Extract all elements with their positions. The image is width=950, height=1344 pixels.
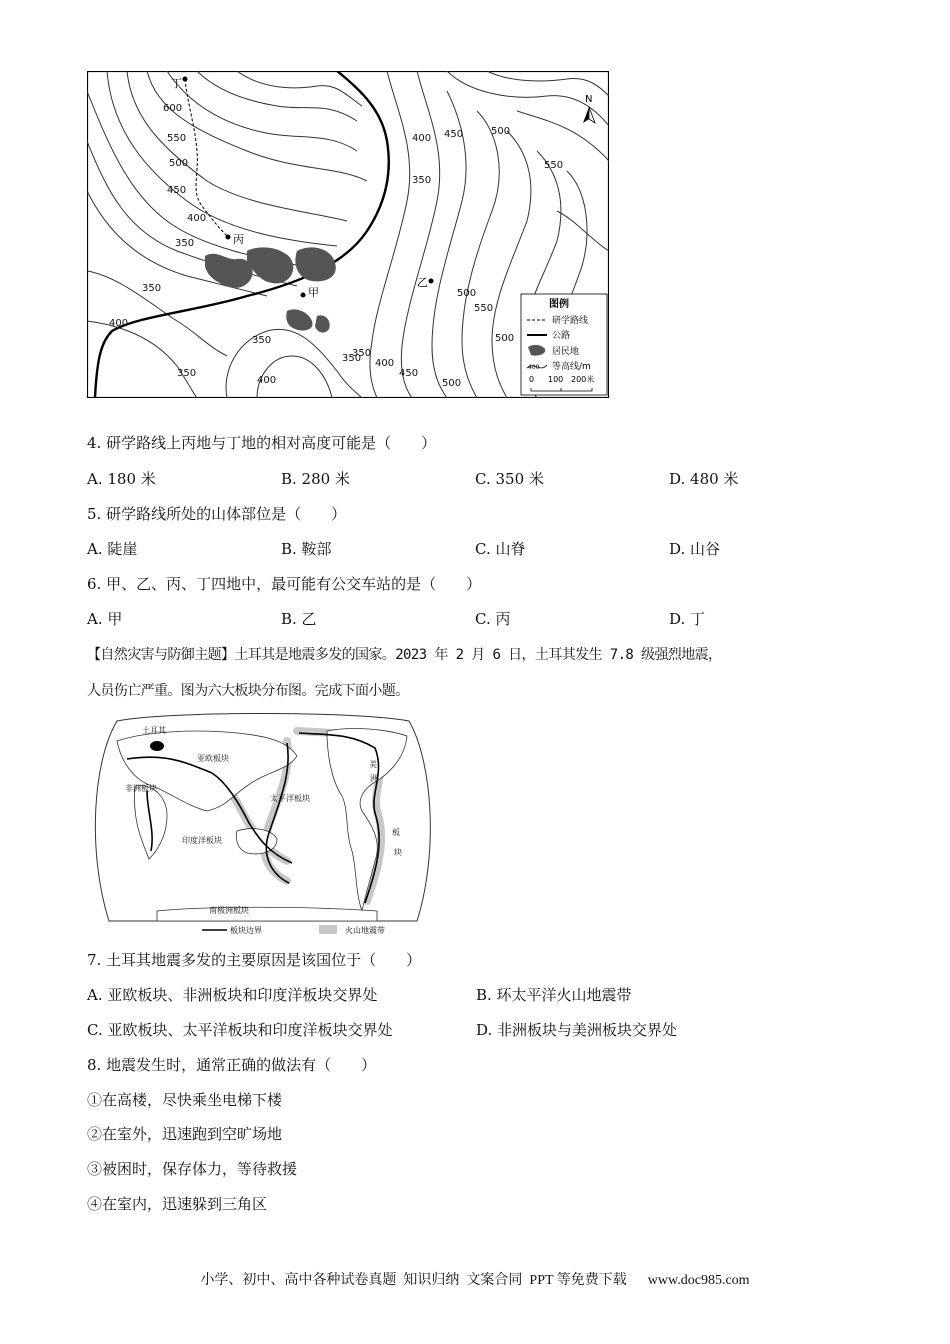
contour-label: 350: [177, 368, 197, 379]
label-pacific: 太平洋板块: [270, 794, 310, 803]
page-footer: 小学、初中、高中各种试卷真题 知识归纳 文案合同 PPT 等免费下载 www.doc985.com: [200, 1273, 750, 1288]
question-4-stem: 4. 研学路线上丙地与丁地的相对高度可能是（ ）: [87, 434, 437, 452]
contour-label: 500: [169, 158, 189, 169]
place-ding: 丁: [171, 77, 182, 90]
legend-road: 公路: [552, 331, 571, 341]
question-8-item-3: ③被困时，保存体力，等待救援: [87, 1160, 298, 1178]
label-eurasia: 亚欧板块: [197, 754, 229, 763]
contour-label: 550: [544, 160, 564, 171]
contour-label: 500: [491, 126, 511, 137]
legend-title: 图例: [549, 299, 569, 310]
legend-settlement: 居民地: [552, 347, 580, 357]
contour-label: 450: [167, 185, 187, 196]
north-label: N: [585, 94, 593, 105]
question-5-option-d[interactable]: D. 山谷: [669, 540, 721, 558]
question-7-option-d[interactable]: D. 非洲板块与美洲板块交界处: [476, 1021, 678, 1039]
question-6-option-a[interactable]: A. 甲: [87, 610, 123, 628]
question-5-stem: 5. 研学路线所处的山体部位是（ ）: [87, 505, 347, 523]
contour-label: 400: [412, 133, 432, 144]
question-6-option-c[interactable]: C. 丙: [475, 610, 511, 628]
contour-label: 450: [444, 129, 464, 140]
contour-label: 350: [342, 353, 362, 364]
question-4-option-c[interactable]: C. 350 米: [475, 470, 544, 488]
label-indian: 印度洋板块: [182, 836, 222, 845]
place-yi: 乙: [417, 276, 428, 289]
contour-label: 350: [352, 348, 372, 359]
legend-contour: 等高线/m: [552, 362, 591, 372]
label-america-2: 洲: [370, 774, 378, 783]
topographic-map: [87, 71, 609, 398]
question-5-option-c[interactable]: C. 山脊: [475, 540, 526, 558]
place-jia: 甲: [308, 286, 319, 299]
contour-label: 550: [167, 133, 187, 144]
question-5-option-b[interactable]: B. 鞍部: [281, 540, 332, 558]
label-africa: 非洲板块: [125, 784, 157, 793]
question-8-item-2: ②在室外，迅速跑到空旷场地: [87, 1125, 283, 1143]
contour-label: 550: [474, 303, 494, 314]
legend-volcano: 火山地震带: [345, 926, 385, 935]
contour-label: 350: [142, 283, 162, 294]
question-4-option-a[interactable]: A. 180 米: [87, 470, 156, 488]
contour-label: 450: [399, 368, 419, 379]
place-bing: 丙: [233, 233, 244, 246]
question-7-option-c[interactable]: C. 亚欧板块、太平洋板块和印度洋板块交界处: [87, 1021, 393, 1039]
label-antarctic: 南极洲板块: [209, 906, 249, 915]
contour-label: 600: [163, 103, 183, 114]
legend-contour-sample: 400: [528, 364, 540, 371]
question-6-option-b[interactable]: B. 乙: [281, 610, 317, 628]
contour-label: 400: [109, 318, 129, 329]
contour-label: 500: [495, 333, 515, 344]
label-america-1: 美: [369, 760, 377, 769]
question-6-stem: 6. 甲、乙、丙、丁四地中，最可能有公交车站的是（ ）: [87, 575, 482, 593]
passage-line-2: 人员伤亡严重。图为六大板块分布图。完成下面小题。: [87, 683, 409, 699]
question-7-stem: 7. 土耳其地震多发的主要原因是该国位于（ ）: [87, 951, 422, 969]
question-7-option-a[interactable]: A. 亚欧板块、非洲板块和印度洋板块交界处: [87, 986, 378, 1004]
contour-label: 350: [412, 175, 432, 186]
scale-0: 0: [529, 375, 535, 384]
legend-route: 研学路线: [552, 316, 589, 326]
question-5-option-a[interactable]: A. 陡崖: [87, 540, 138, 558]
contour-label: 500: [457, 288, 477, 299]
scale-100: 100: [548, 375, 564, 384]
question-4-option-d[interactable]: D. 480 米: [669, 470, 739, 488]
question-8-item-4: ④在室内，迅速躲到三角区: [87, 1195, 268, 1213]
plate-map: [87, 711, 439, 939]
label-america-3: 板: [392, 828, 400, 837]
label-turkey: 土耳其: [142, 726, 166, 735]
contour-label: 400: [257, 375, 277, 386]
contour-label: 500: [442, 378, 462, 389]
contour-label: 400: [187, 213, 207, 224]
label-america-4: 块: [394, 848, 402, 857]
scale-200: 200米: [571, 375, 595, 384]
question-7-option-b[interactable]: B. 环太平洋火山地震带: [476, 986, 632, 1004]
contour-label: 400: [375, 358, 395, 369]
legend-boundary: 板块边界: [230, 926, 262, 935]
passage-line-1: 【自然灾害与防御主题】土耳其是地震多发的国家。2023 年 2 月 6 日，土耳其发生 7.8 级强烈地震，: [87, 647, 722, 663]
topo-legend: [521, 294, 607, 395]
contour-label: 350: [175, 238, 195, 249]
question-6-option-d[interactable]: D. 丁: [669, 610, 706, 628]
question-8-item-1: ①在高楼，尽快乘坐电梯下楼: [87, 1091, 283, 1109]
question-8-stem: 8. 地震发生时，通常正确的做法有（ ）: [87, 1056, 377, 1074]
question-4-option-b[interactable]: B. 280 米: [281, 470, 350, 488]
contour-label: 350: [252, 335, 272, 346]
